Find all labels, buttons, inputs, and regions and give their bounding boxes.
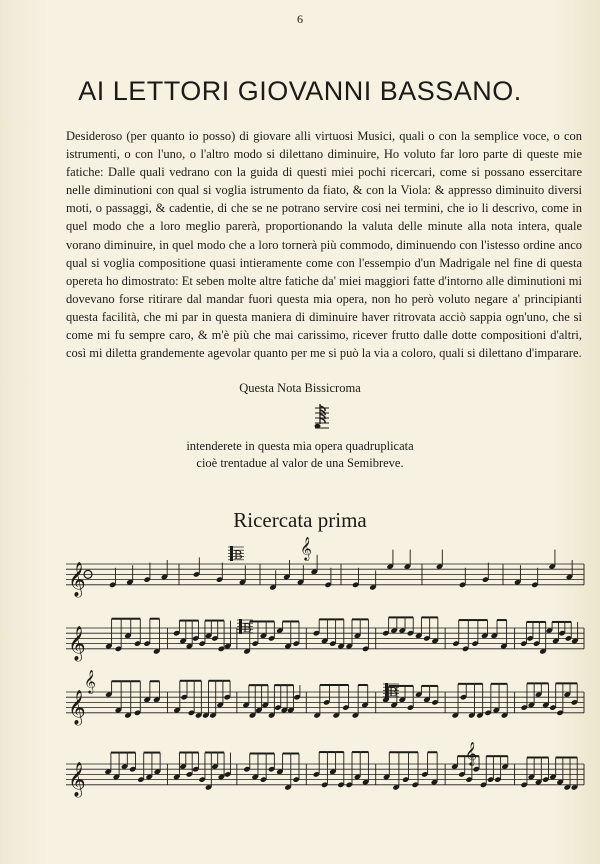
treble-clef-icon: 𝄞 — [465, 741, 477, 765]
page-number: 6 — [297, 12, 303, 26]
treble-clef-icon: 𝄞 — [68, 561, 86, 597]
alto-clef-icon — [237, 619, 253, 635]
nota-caption-line2: cioè trentadue al valor de una Semibreve. — [196, 456, 404, 470]
treble-clef-icon: 𝄞 — [68, 761, 86, 797]
treble-clef-icon: 𝄞 — [84, 669, 96, 693]
nota-label: Questa Nota Bissicroma — [239, 381, 361, 395]
page-title: AI LETTORI GIOVANNI BASSANO. — [78, 76, 522, 106]
piece-title: Ricercata prima — [233, 508, 367, 532]
treble-clef-icon: 𝄞 — [68, 625, 86, 661]
preface-paragraph: Desideroso (per quanto io posso) di giovare alli virtuosi Musici, quali o con la semplice voce, o con istrumenti, o con l'uno, o l'altro modo si dilettano diminuire, Ho voluto far loro parte di queste mie fatiche: Dalle quali vedrano con la guida di questi miei pochi ricercari, come si possano essercitare nelle diminutioni con qual si voglia istrumento da fiato, & con la Viola: & appresso diminuito diversi moti, o passaggi, & cadentie, di che se ne potrano servire cosi nei termini, che io li descrivo, come in quel modo che a loro meglio parerà, proportionando la valuta delle minute alla nota intera, quale vorano diminuire, in quel modo che a loro tornerà più commodo, diminuendo con l'istesso ordine anco qual si voglia compositione quasi intieramente come con l'essempio d'un Madrigale nel fine di questa opereta ho dimostrato: Et seben molte altre fatiche da' miei maggiori fatte d'intorno alle diminutioni mi dovevano forse ritirare dal mandar fuori questa mia opera, non ho però voluto negare a' principianti questa facilità, che mi par in questa maniera di diminuire haver ritrovata acciò sappia ogn'uno, che si come mi fu sempre caro, & m'è più che mai carissimo, ricever frutto dalle dotte compositioni d'altri, così mi diletta grandemente agevolar quanto per me si può la via a coloro, quali si dilettano d'imparare. — [66, 129, 582, 361]
svg-text:B: B — [243, 620, 252, 635]
treble-clef-icon: 𝄞 — [68, 689, 86, 725]
svg-text:B: B — [234, 547, 243, 562]
nota-caption-line1: intenderete in questa mia opera quadruplicata — [186, 439, 414, 453]
alto-clef-icon — [228, 546, 244, 562]
svg-text:B: B — [389, 684, 398, 699]
alto-clef-icon — [383, 683, 399, 699]
treble-clef-icon: 𝄞 — [300, 536, 312, 560]
